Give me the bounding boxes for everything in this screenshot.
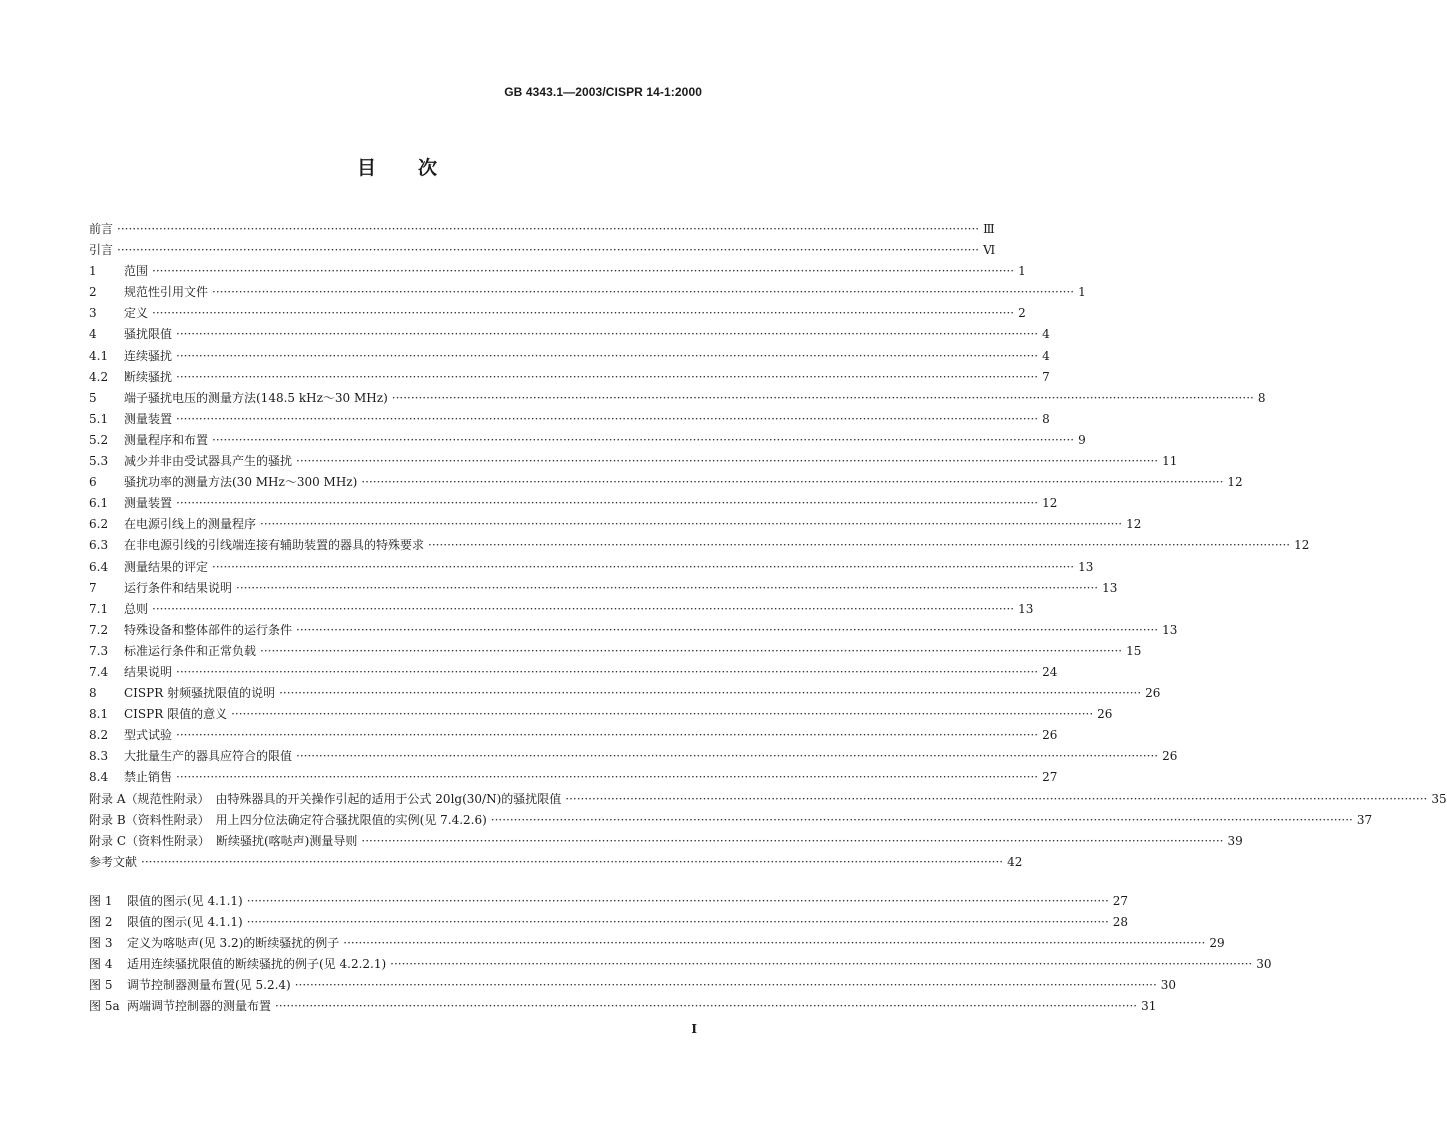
dot-leader <box>176 662 1038 683</box>
toc-entry[interactable] <box>89 789 1447 810</box>
toc-entry[interactable] <box>89 240 996 261</box>
entry-number: 图 3 <box>89 936 113 951</box>
dot-leader <box>117 240 979 261</box>
entry-title: 附录 B（资料性附录） 用上四分位法确定符合骚扰限值的实例(见 7.4.2.6) <box>89 812 487 827</box>
toc-entry[interactable] <box>89 219 995 240</box>
entry-number: 5 <box>89 390 97 405</box>
entry-number: 6 <box>89 475 97 490</box>
title-char-1: 目 <box>356 157 376 179</box>
entry-page: 27 <box>1042 770 1058 785</box>
entry-title: 端子骚扰电压的测量方法(148.5 kHz～30 MHz) <box>124 390 388 405</box>
dot-leader <box>565 789 1427 810</box>
dot-leader <box>295 975 1157 996</box>
entry-number: 6.4 <box>89 559 109 574</box>
entry-number: 8.4 <box>89 770 109 785</box>
figure-entry[interactable] <box>89 996 1157 1017</box>
dot-leader <box>279 683 1141 704</box>
dot-leader <box>275 996 1137 1017</box>
entry-number: 6.3 <box>89 538 109 553</box>
entry-number: 图 2 <box>89 915 113 930</box>
entry-page: 8 <box>1257 390 1266 405</box>
dot-leader <box>152 599 1014 620</box>
figure-entry[interactable] <box>89 975 1177 996</box>
toc-entry[interactable] <box>89 324 1050 345</box>
toc-entry[interactable] <box>89 493 1058 514</box>
entry-page: 26 <box>1097 707 1113 722</box>
entry-number: 图 5 <box>89 978 113 993</box>
entry-page: 27 <box>1112 894 1129 908</box>
entry-number: 图 1 <box>89 894 113 908</box>
dot-leader <box>343 933 1205 954</box>
entry-page: 15 <box>1126 643 1142 658</box>
title-char-2: 次 <box>418 157 438 179</box>
entry-title: 前言 <box>89 222 114 236</box>
toc-entry[interactable] <box>89 261 1026 282</box>
entry-page: 7 <box>1042 369 1050 384</box>
toc-entry[interactable] <box>89 683 1161 704</box>
entry-title: 规范性引用文件 <box>124 285 209 300</box>
toc-entry[interactable] <box>89 514 1142 535</box>
dot-leader <box>212 557 1074 578</box>
entry-title: 连续骚扰 <box>124 348 173 363</box>
entry-page: 9 <box>1078 432 1086 447</box>
dot-leader <box>296 451 1158 472</box>
entry-title: 测量结果的评定 <box>124 559 209 574</box>
entry-page: 26 <box>1042 728 1058 743</box>
entry-number: 2 <box>89 285 97 300</box>
entry-title: 附录 A（规范性附录） 由特殊器具的开关操作引起的适用于公式 20lg(30/N)的骚扰限值 <box>89 791 562 806</box>
figure-entry[interactable] <box>89 912 1129 933</box>
dot-leader <box>260 514 1122 535</box>
toc-entry[interactable] <box>89 746 1178 767</box>
entry-title: 断续骚扰 <box>124 369 173 384</box>
toc-entry[interactable] <box>89 578 1118 599</box>
entry-title: 限值的图示(见 4.1.1) <box>127 915 243 930</box>
entry-page: 8 <box>1042 411 1050 426</box>
dot-leader <box>176 409 1038 430</box>
entry-title: 特殊设备和整体部件的运行条件 <box>124 622 293 637</box>
entry-title: 总则 <box>124 601 149 616</box>
entry-page: 12 <box>1227 475 1243 490</box>
entry-number: 4.2 <box>89 369 109 384</box>
entry-page: 13 <box>1102 580 1118 595</box>
entry-number: 6.1 <box>89 496 109 511</box>
entry-page: 37 <box>1356 812 1373 827</box>
entry-number: 4.1 <box>89 348 109 363</box>
toc-entry[interactable] <box>89 620 1178 641</box>
entry-page: 31 <box>1141 999 1157 1014</box>
entry-title: 在非电源引线的引线端连接有辅助装置的器具的特殊要求 <box>124 538 425 553</box>
entry-number: 5.1 <box>89 411 109 426</box>
entry-page: 29 <box>1209 936 1225 951</box>
dot-leader <box>392 388 1254 409</box>
entry-title: 标准运行条件和正常负载 <box>124 643 257 658</box>
entry-title: 定义为喀哒声(见 3.2)的断续骚扰的例子 <box>127 936 340 951</box>
entry-page: 11 <box>1162 454 1178 469</box>
entry-page: 13 <box>1162 622 1178 637</box>
entry-page: 1 <box>1078 285 1086 300</box>
figure-entry[interactable] <box>89 891 1129 912</box>
entry-page: 1 <box>1018 264 1026 279</box>
dot-leader <box>212 282 1074 303</box>
toc-entry[interactable] <box>89 303 1026 324</box>
entry-number: 图 5a <box>89 999 120 1014</box>
entry-page: Ⅲ <box>983 222 995 236</box>
dot-leader <box>141 852 1003 873</box>
entry-title: 附录 C（资料性附录） 断续骚扰(喀哒声)测量导则 <box>89 833 358 848</box>
dot-leader <box>361 831 1223 852</box>
entry-page: 26 <box>1162 749 1178 764</box>
toc-entry[interactable] <box>89 641 1142 662</box>
toc-entry[interactable] <box>89 367 1050 388</box>
toc-entry[interactable] <box>89 409 1050 430</box>
entry-page: 13 <box>1018 601 1034 616</box>
toc-entry[interactable] <box>89 662 1058 683</box>
toc-entry[interactable] <box>89 852 1023 873</box>
entry-title: 骚扰限值 <box>124 327 173 342</box>
dot-leader <box>152 261 1014 282</box>
entry-page: 30 <box>1256 957 1272 972</box>
dot-leader <box>176 493 1038 514</box>
entry-title: 结果说明 <box>124 664 173 679</box>
entry-number: 4 <box>89 327 97 342</box>
entry-title: 定义 <box>124 306 149 321</box>
entry-number: 7 <box>89 580 97 595</box>
entry-title: CISPR 射频骚扰限值的说明 <box>124 686 276 701</box>
page-number: I <box>691 1022 697 1036</box>
toc-entry[interactable] <box>89 767 1058 788</box>
entry-title: 引言 <box>89 243 114 258</box>
entry-number: 8.2 <box>89 728 109 743</box>
dot-leader <box>428 535 1290 556</box>
entry-page: 42 <box>1007 854 1023 869</box>
entry-number: 1 <box>89 264 97 279</box>
entry-title: 大批量生产的器具应符合的限值 <box>124 749 293 764</box>
dot-leader <box>152 303 1014 324</box>
dot-leader <box>247 891 1109 912</box>
entry-page: 35 <box>1431 791 1447 806</box>
toc-entry[interactable] <box>89 725 1058 746</box>
entry-page: 39 <box>1227 833 1243 848</box>
entry-number: 8 <box>89 686 97 701</box>
dot-leader <box>390 954 1252 975</box>
toc-entry[interactable] <box>89 535 1310 556</box>
toc-entry[interactable] <box>89 704 1113 725</box>
entry-number: 图 4 <box>89 957 113 972</box>
entry-title: 型式试验 <box>124 728 173 743</box>
entry-number: 7.4 <box>89 664 109 679</box>
entry-title: 测量程序和布置 <box>124 432 209 447</box>
figure-entry[interactable] <box>89 954 1272 975</box>
toc-entry[interactable] <box>89 451 1178 472</box>
entry-number: 8.1 <box>89 707 109 722</box>
entry-number: 7.2 <box>89 622 109 637</box>
entry-page: 12 <box>1294 538 1310 553</box>
dot-leader <box>117 219 979 240</box>
toc-entry[interactable] <box>89 557 1094 578</box>
entry-page: 26 <box>1145 686 1161 701</box>
toc-entry[interactable] <box>89 430 1086 451</box>
dot-leader <box>231 704 1093 725</box>
dot-leader <box>296 620 1158 641</box>
dot-leader <box>176 367 1038 388</box>
dot-leader <box>491 810 1353 831</box>
dot-leader <box>212 430 1074 451</box>
entry-title: 参考文献 <box>89 854 138 869</box>
dot-leader <box>176 346 1038 367</box>
entry-title: 测量装置 <box>124 411 173 426</box>
table-of-contents <box>89 219 1447 873</box>
entry-number: 6.2 <box>89 517 109 532</box>
entry-title: 禁止销售 <box>124 770 173 785</box>
dot-leader <box>260 641 1122 662</box>
dot-leader <box>236 578 1098 599</box>
toc-entry[interactable] <box>89 346 1050 367</box>
toc-entry[interactable] <box>89 831 1243 852</box>
dot-leader <box>176 725 1038 746</box>
dot-leader <box>296 746 1158 767</box>
entry-title: 减少并非由受试器具产生的骚扰 <box>124 454 293 469</box>
entry-title: 测量装置 <box>124 496 173 511</box>
entry-number: 8.3 <box>89 749 109 764</box>
entry-number: 7.1 <box>89 601 109 616</box>
entry-title: 骚扰功率的测量方法(30 MHz～300 MHz) <box>124 475 358 490</box>
entry-page: 30 <box>1160 978 1177 993</box>
entry-title: 两端调节控制器的测量布置 <box>127 999 272 1014</box>
entry-page: 4 <box>1042 348 1050 363</box>
entry-number: 7.3 <box>89 643 109 658</box>
toc-entry[interactable] <box>89 810 1373 831</box>
entry-page: 28 <box>1112 915 1129 930</box>
entry-page: 2 <box>1018 306 1026 321</box>
standard-code: GB 4343.1—2003/CISPR 14-1:2000 <box>504 85 702 99</box>
entry-title: 在电源引线上的测量程序 <box>124 517 257 532</box>
entry-number: 3 <box>89 306 97 321</box>
figure-entry[interactable] <box>89 933 1225 954</box>
entry-title: 限值的图示(见 4.1.1) <box>127 894 243 908</box>
entry-title: 范围 <box>124 264 149 279</box>
entry-page: 12 <box>1126 517 1142 532</box>
dot-leader <box>361 472 1223 493</box>
entry-number: 5.2 <box>89 432 109 447</box>
figure-list <box>89 891 1272 1018</box>
entry-page: 24 <box>1042 664 1058 679</box>
toc-entry[interactable] <box>89 388 1266 409</box>
entry-title: CISPR 限值的意义 <box>124 707 228 722</box>
entry-title: 运行条件和结果说明 <box>124 580 233 595</box>
toc-entry[interactable] <box>89 472 1243 493</box>
entry-title: 调节控制器测量布置(见 5.2.4) <box>127 978 291 993</box>
entry-page: 4 <box>1042 327 1050 342</box>
page-title <box>0 153 794 180</box>
entry-page: Ⅵ <box>983 243 996 258</box>
entry-number: 5.3 <box>89 454 109 469</box>
dot-leader <box>176 767 1038 788</box>
entry-page: 12 <box>1042 496 1058 511</box>
toc-entry[interactable] <box>89 282 1086 303</box>
dot-leader <box>247 912 1109 933</box>
dot-leader <box>176 324 1038 345</box>
entry-page: 13 <box>1078 559 1094 574</box>
entry-title: 适用连续骚扰限值的断续骚扰的例子(见 4.2.2.1) <box>127 957 387 972</box>
toc-entry[interactable] <box>89 599 1034 620</box>
